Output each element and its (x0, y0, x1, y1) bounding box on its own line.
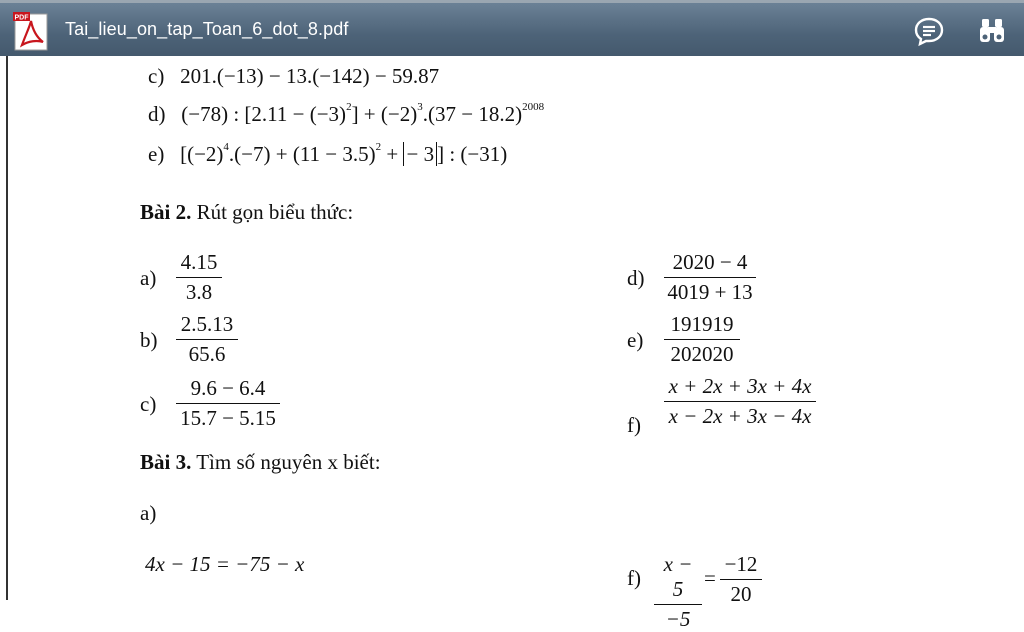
ex3-f-equals: = (704, 566, 716, 590)
page-left-border (6, 56, 8, 600)
ex2-a-label: a) (140, 266, 157, 290)
ex2-d-label: d) (627, 266, 645, 290)
ex1-item-d: d) (−78) : $[2.11 - (-3)^2] + (-2)^3.(37 - 18.2)^{2008}$ (148, 101, 545, 126)
ex2-f-fraction: x + 2x + 3x + 4x x − 2x + 3x − 4x (664, 374, 816, 429)
ex3-f-fraction-left: x − 5 −5 (654, 552, 702, 632)
ex3-a-label: a) (140, 501, 157, 525)
ex2-a-fraction: 4.15 3.8 (176, 250, 222, 305)
ex3-f-fraction-right: −12 20 (720, 552, 762, 607)
ex3-f-label: f) (627, 566, 641, 590)
ex1-item-c: c) 201.(−13) − 13.(−142) − 59.87 (148, 64, 440, 88)
ex3-a-equation: 4x − 15 = −75 − x (145, 552, 305, 576)
ex2-c-label: c) (140, 392, 157, 416)
toolbar (0, 0, 1024, 56)
ex2-c-fraction: 9.6 − 6.4 15.7 − 5.15 (176, 376, 280, 431)
ex1-item-e: e) [$(-2)^4.(-7) + (11 - 3.5)^2$ + − 3 ] : (−31) (148, 141, 508, 166)
pdf-page[interactable] (0, 56, 1024, 631)
ex2-e-fraction: 191919 202020 (664, 312, 740, 367)
ex2-d-fraction: 2020 − 4 4019 + 13 (664, 250, 756, 305)
pdf-file-icon[interactable] (13, 12, 49, 52)
ex2-b-label: b) (140, 328, 158, 352)
ex3-heading: Bài 3. Tìm số nguyên x biết: (140, 450, 381, 474)
ex2-f-label: f) (627, 413, 641, 437)
document-title: Tai_lieu_on_tap_Toan_6_dot_8.pdf (65, 19, 349, 39)
ex2-e-label: e) (627, 328, 644, 352)
svg-text:PDF: PDF (14, 14, 29, 22)
ex2-b-fraction: 2.5.13 65.6 (176, 312, 238, 367)
comments-icon[interactable] (913, 15, 945, 47)
ex2-heading: Bài 2. Rút gọn biểu thức: (140, 200, 354, 224)
binoculars-icon[interactable] (976, 15, 1008, 47)
